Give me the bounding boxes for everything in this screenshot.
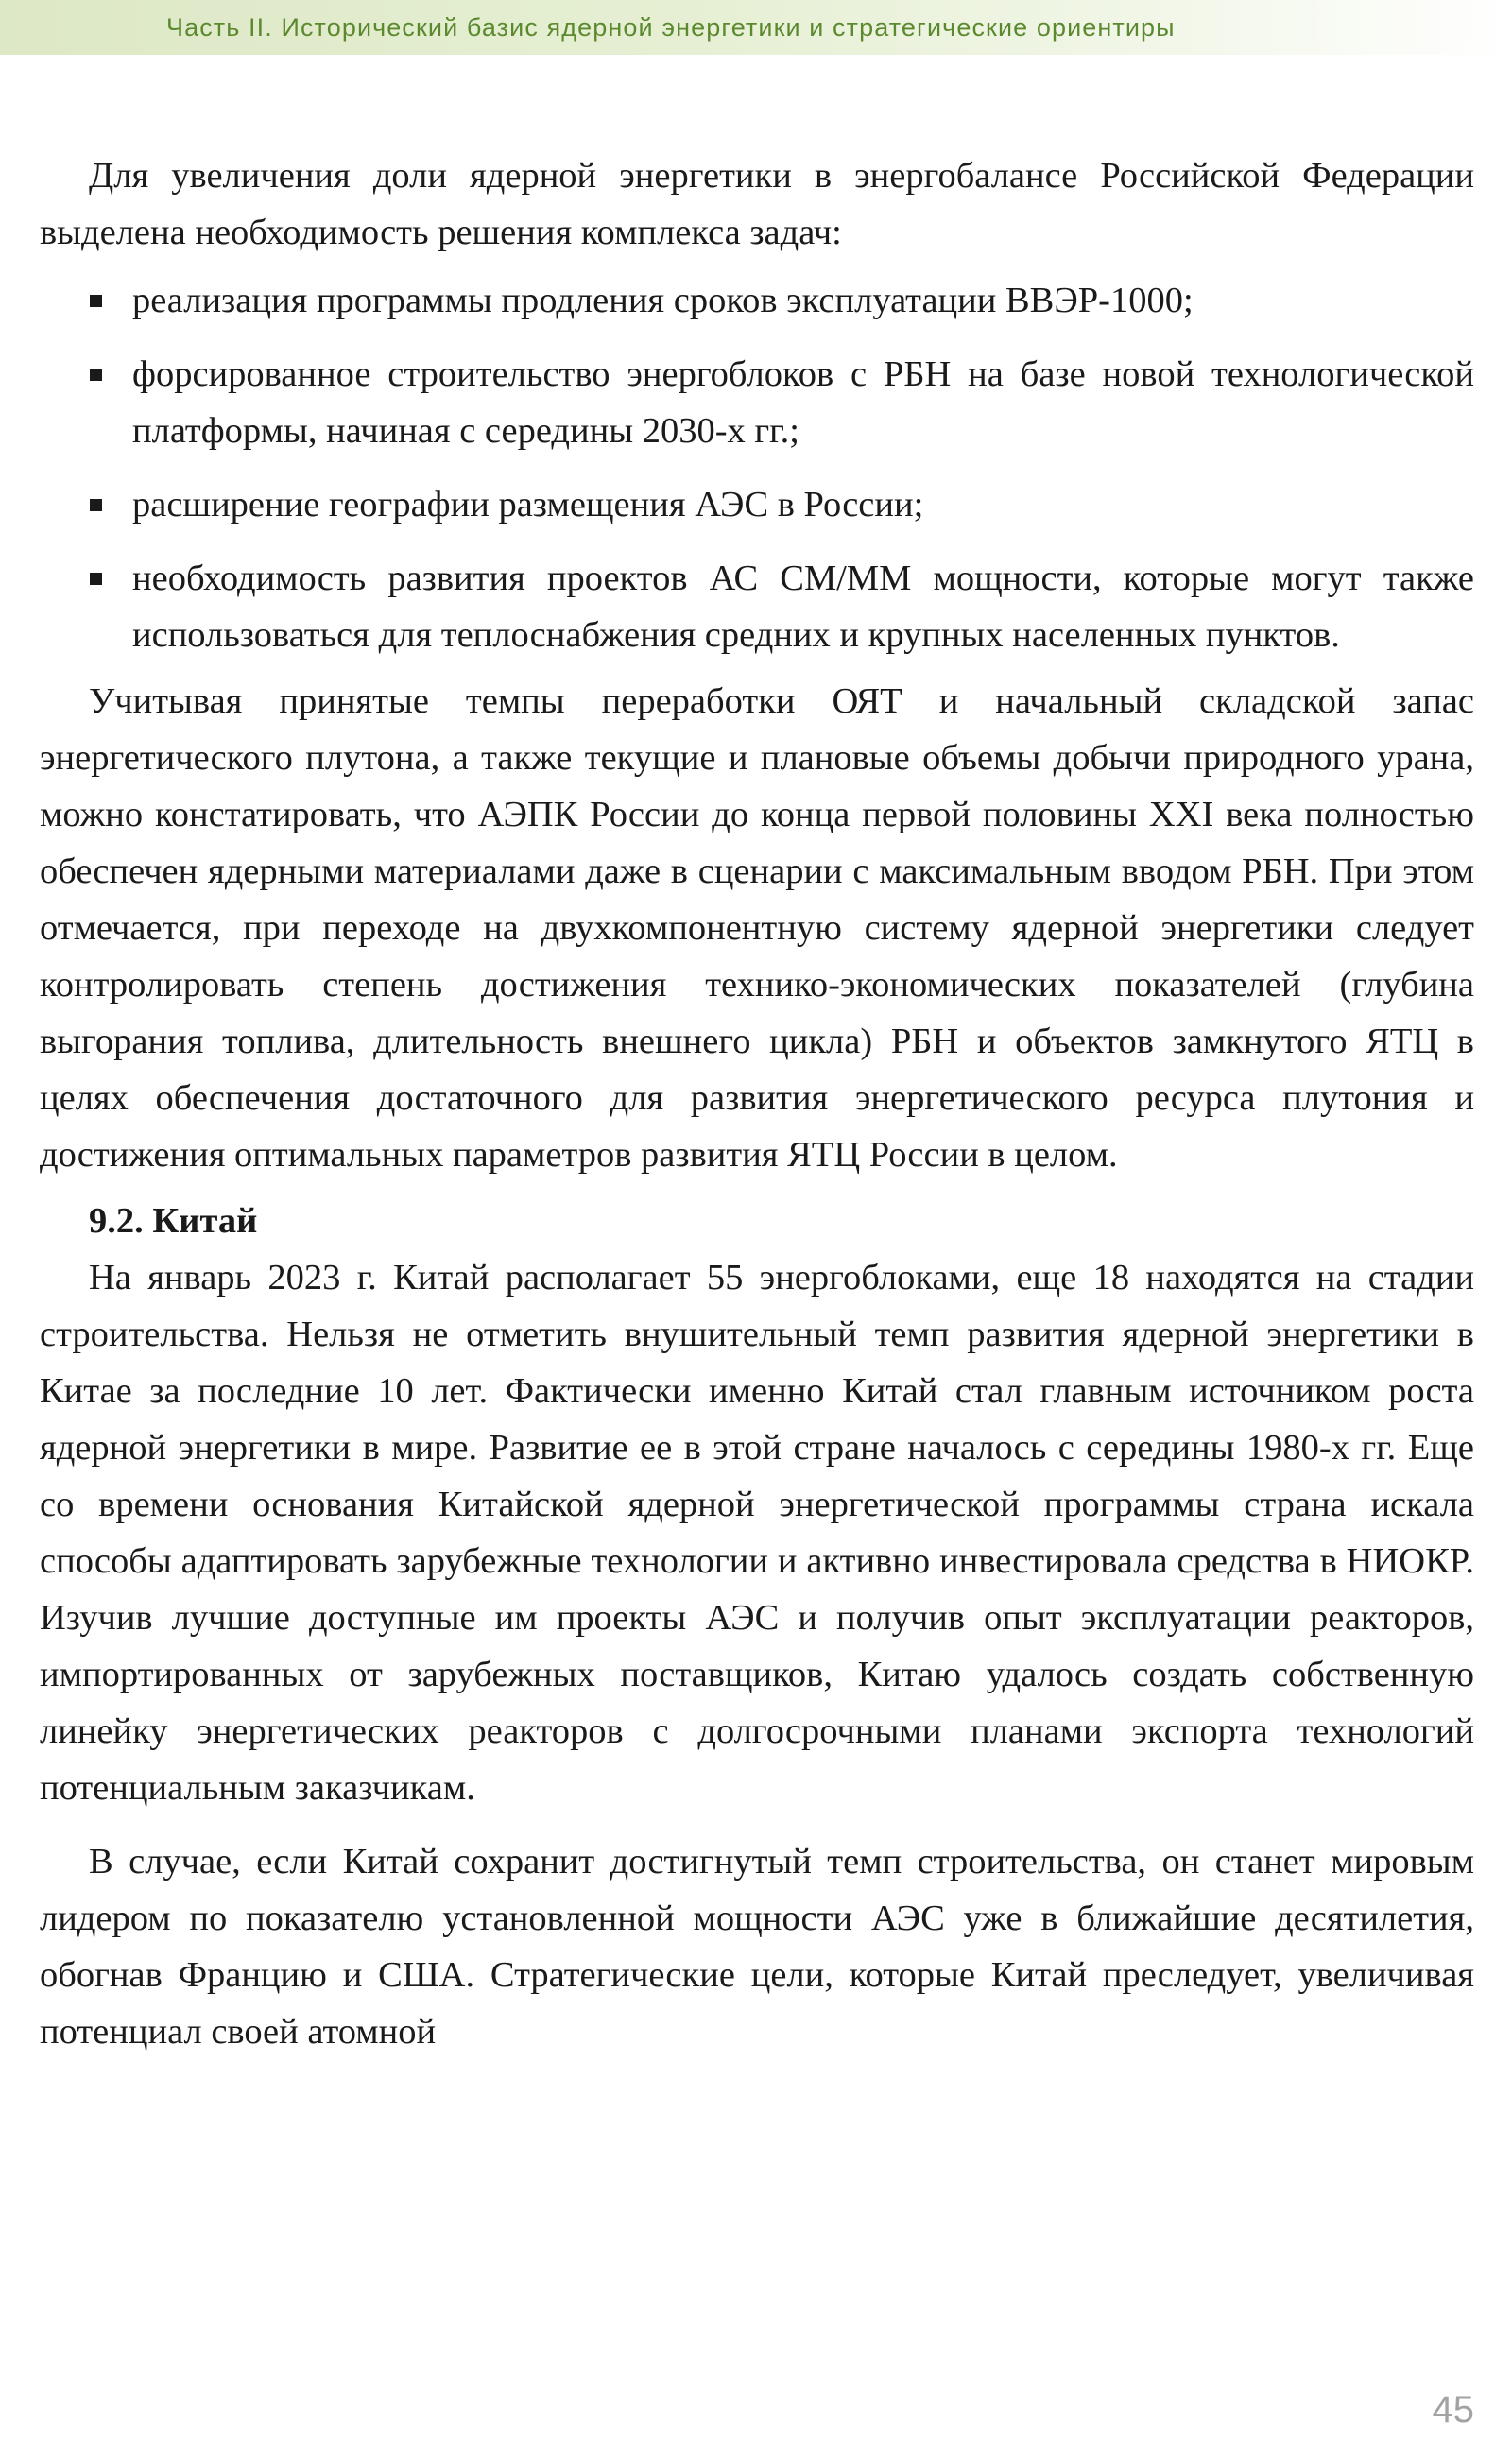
list-item <box>40 476 1474 533</box>
list-item-text: реализация программы продления сроков эксплуатации ВВЭР-1000; <box>132 281 1194 320</box>
list-item <box>40 272 1474 329</box>
resources-paragraph: Учитывая принятые темпы переработки ОЯТ и начальный складской запас энергетического плутона, а также текущие и плановые объемы добычи природного урана, можно констатировать, что АЭПК России до конца первой половины XXI века полностью обеспечен ядерными материалами даже в сценарии с максимальным вводом РБН. При этом отмечается, при переходе на двухкомпонентную систему ядерной энергетики следует контролировать степень достижения технико-экономических показателей (глубина выгорания топлива, длительность внешнего цикла) РБН и объектов замкнутого ЯТЦ в целях обеспечения достаточного для развития энергетического ресурса плутония и достижения оптимальных параметров развития ЯТЦ России в целом. <box>40 681 1474 1175</box>
list-item <box>40 346 1474 459</box>
list-item <box>40 550 1474 663</box>
running-header-band <box>0 0 1512 55</box>
intro-paragraph: Для увеличения доли ядерной энергетики в энергобалансе Российской Федерации выделена необходимость решения комплекса задач: <box>40 156 1474 252</box>
page-number: 45 <box>1432 2389 1474 2431</box>
list-item-text: расширение географии размещения АЭС в России; <box>132 485 924 524</box>
square-bullet-icon <box>90 369 102 381</box>
square-bullet-icon <box>90 499 102 511</box>
china-paragraph-1: На январь 2023 г. Китай располагает 55 энергоблоками, еще 18 находятся на стадии строительства. Нельзя не отметить внушительный темп развития ядерной энергетики в Китае за последние 10 лет. Фактически именно Китай стал главным источником роста ядерной энергетики в мире. Развитие ее в этой стране началось с середины 1980-х гг. Еще со времени основания Китайской ядерной энергетической программы страна искала способы адаптировать зарубежные технологии и активно инвестировала средства в НИОКР. Изучив лучшие доступные им проекты АЭС и получив опыт эксплуатации реакторов, импортированных от зарубежных поставщиков, Китаю удалось создать собственную линейку энергетических реакторов с долгосрочными планами экспорта технологий потенциальным заказчикам. <box>40 1258 1474 1808</box>
running-header-title: Часть II. Исторический базис ядерной энергетики и стратегические ориентиры <box>166 13 1176 42</box>
page-body <box>40 147 1474 2060</box>
list-item-text: форсированное строительство энергоблоков с РБН на базе новой технологической платформы, начиная с середины 2030-х гг.; <box>132 354 1474 451</box>
square-bullet-icon <box>90 573 102 585</box>
list-item-text: необходимость развития проектов АС СМ/ММ мощности, которые могут также использоваться для теплоснабжения средних и крупных населенных пунктов. <box>132 558 1474 655</box>
section-heading: 9.2. Китай <box>89 1201 258 1241</box>
china-paragraph-2: В случае, если Китай сохранит достигнутый темп строительства, он станет мировым лидером по показателю установленной мощности АЭС уже в ближайшие десятилетия, обогнав Францию и США. Стратегические цели, которые Китай преследует, увеличивая потенциал своей атомной <box>40 1842 1474 2052</box>
square-bullet-icon <box>90 295 102 307</box>
task-list <box>40 272 1474 663</box>
